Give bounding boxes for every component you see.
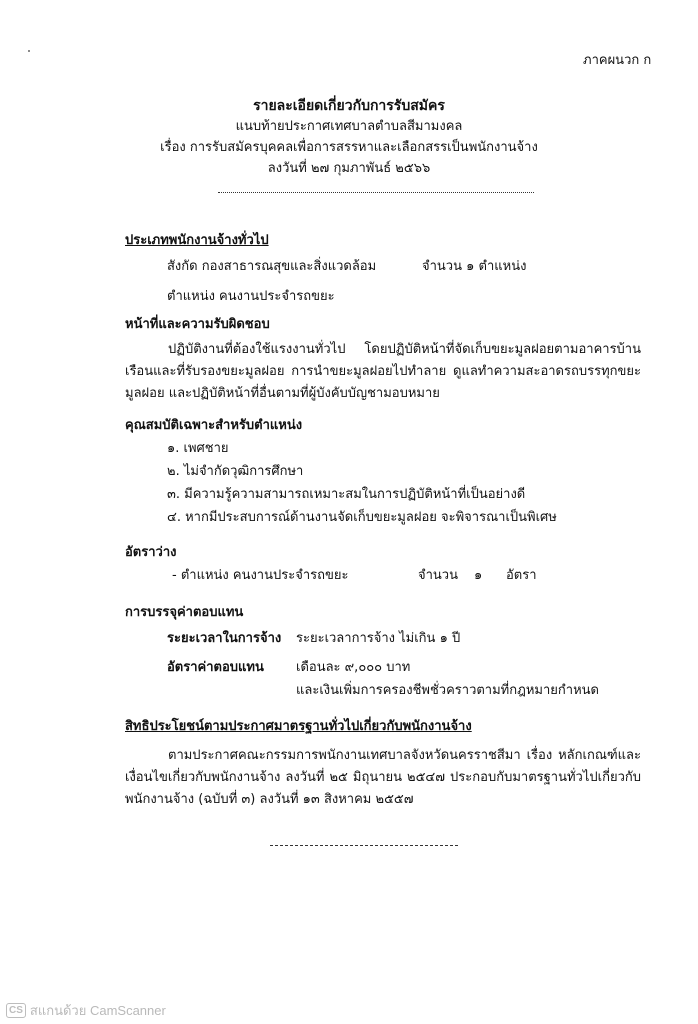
- position-count: จำนวน ๑ ตำแหน่ง: [422, 259, 527, 274]
- employee-type-heading: ประเภทพนักงานจ้างทั่วไป: [125, 233, 269, 248]
- document-title: รายละเอียดเกี่ยวกับการรับสมัคร: [253, 98, 445, 114]
- camscanner-watermark: [6, 1000, 166, 1021]
- vacancy-heading: อัตราว่าง: [125, 545, 177, 560]
- end-divider: [270, 845, 458, 846]
- header-divider: [218, 192, 534, 193]
- vacancy-count-label: จำนวน: [418, 568, 458, 583]
- annex-label: ภาคผนวก ก: [583, 53, 652, 68]
- vacancy-position: - ตำแหน่ง คนงานประจำรถขยะ: [172, 568, 349, 583]
- compensation-rate-value: เดือนละ ๙,๐๐๐ บาท: [296, 660, 411, 675]
- qualifications-heading: คุณสมบัติเฉพาะสำหรับตำแหน่ง: [125, 418, 303, 433]
- compensation-rate-extra: และเงินเพิ่มการครองชีพชั่วคราวตามที่กฎหมายกำหนด: [296, 683, 599, 698]
- employment-period-label: ระยะเวลาในการจ้าง: [167, 631, 282, 646]
- vacancy-count-unit: อัตรา: [506, 568, 537, 583]
- qualification-item-3: ๓. มีความรู้ความสามารถเหมาะสมในการปฏิบัติหน้าที่เป็นอย่างดี: [167, 487, 526, 502]
- vacancy-count-value: ๑: [474, 568, 483, 583]
- header-line-2: แนบท้ายประกาศเทศบาลตำบลสีมามงคล: [235, 119, 463, 134]
- employment-period-value: ระยะเวลาการจ้าง ไม่เกิน ๑ ปี: [296, 631, 461, 646]
- qualification-item-1: ๑. เพศชาย: [167, 441, 229, 456]
- qualification-item-4: ๔. หากมีประสบการณ์ด้านงานจัดเก็บขยะมูลฝอย จะพิจารณาเป็นพิเศษ: [167, 510, 557, 525]
- duties-heading: หน้าที่และความรับผิดชอบ: [125, 317, 270, 332]
- qualification-item-2: ๒. ไม่จำกัดวุฒิการศึกษา: [167, 464, 304, 479]
- benefits-heading: สิทธิประโยชน์ตามประกาศมาตรฐานทั่วไปเกี่ยวกับพนักงานจ้าง: [125, 719, 472, 734]
- camscanner-text: สแกนด้วย CamScanner: [29, 1003, 166, 1018]
- compensation-heading: การบรรจุค่าตอบแทน: [125, 605, 244, 620]
- position-title: ตำแหน่ง คนงานประจำรถขยะ: [167, 289, 335, 304]
- header-line-4: ลงวันที่ ๒๗ กุมภาพันธ์ ๒๕๖๖: [267, 161, 431, 176]
- header-line-3: เรื่อง การรับสมัครบุคคลเพื่อการสรรหาและเลือกสรรเป็นพนักงานจ้าง: [160, 140, 538, 155]
- compensation-rate-label: อัตราค่าตอบแทน: [167, 660, 264, 675]
- camscanner-logo: CS: [6, 1003, 26, 1018]
- duties-text: ปฏิบัติงานที่ต้องใช้แรงงานทั่วไป โดยปฏิบัติหน้าที่จัดเก็บขยะมูลฝอยตามอาคารบ้านเรือนและที่รับรองขยะมูลฝอย การนำขยะมูลฝอยไปทำลาย ดูแลทำความสะอาดรถบรรทุกขยะมูลฝอย และปฏิบัติหน้าที่อื่นตามที่ผู้บังคับบัญชามอบหมาย: [125, 342, 641, 401]
- affiliation-text: สังกัด กองสาธารณสุขและสิ่งแวดล้อม: [167, 259, 377, 274]
- benefits-text: ตามประกาศคณะกรรมการพนักงานเทศบาลจังหวัดนครราชสีมา เรื่อง หลักเกณฑ์และเงื่อนไขเกี่ยวกับพนักงานจ้าง ลงวันที่ ๒๕ มิถุนายน ๒๕๔๗ ประกอบกับมาตรฐานทั่วไปเกี่ยวกับ พนักงานจ้าง (ฉบับที่ ๓) ลงวันที่ ๑๓ สิงหาคม ๒๕๕๗: [125, 748, 641, 807]
- scan-speck: [28, 50, 30, 52]
